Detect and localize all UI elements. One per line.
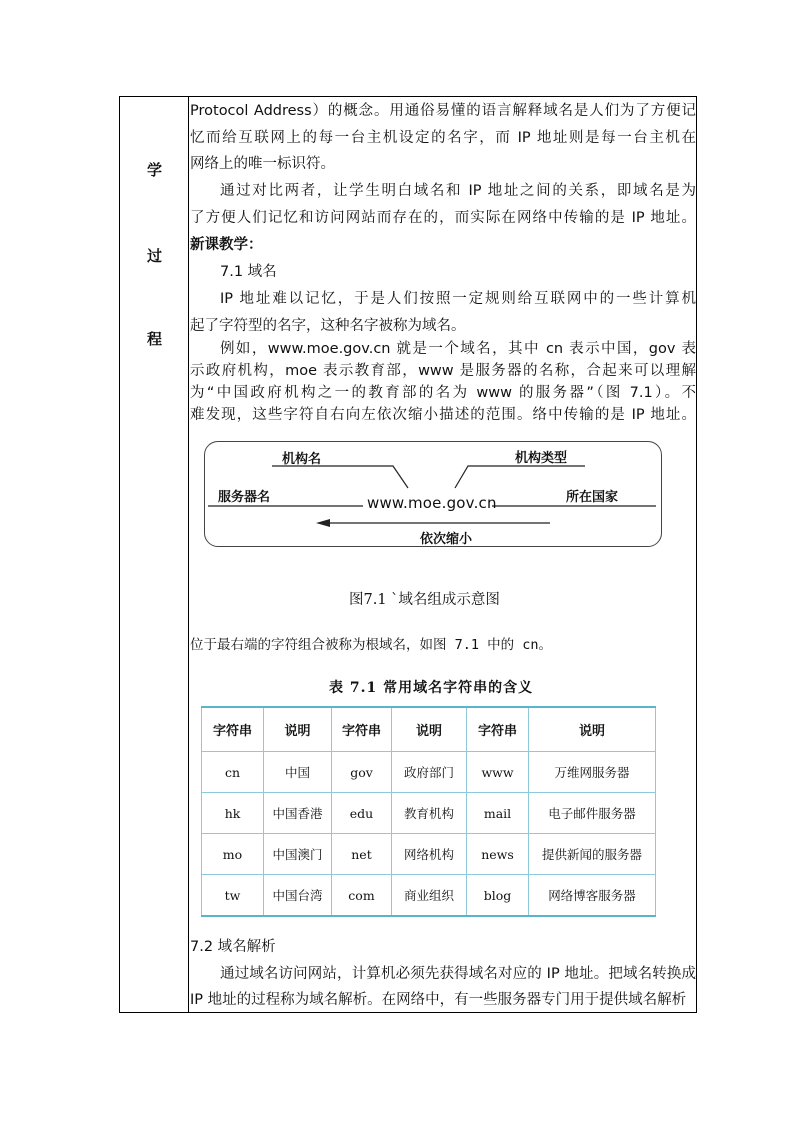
subsection-heading: 7.1 域名: [220, 264, 277, 280]
table-cell: 中国台湾: [264, 875, 332, 917]
table-cell: 政府部门: [392, 752, 467, 793]
table-header-row: [202, 707, 656, 752]
table-cell: 提供新闻的服务器: [529, 834, 656, 875]
org-name-pointer: [272, 466, 408, 488]
paragraph-line: 通过域名访问网站，计算机必须先获得域名对应的 IP 地址。把域名转换成: [220, 966, 696, 982]
side-label-xue: 学: [146, 161, 162, 179]
paragraph-line: 网络上的唯一标识符。: [190, 156, 335, 172]
paragraph-line: 忆而给互联网上的每一台主机设定的名字，而 IP 地址则是每一台主机在: [190, 130, 696, 146]
table-cell: 商业组织: [392, 875, 467, 917]
table-title: 表 7.1 常用域名字符串的含义: [329, 680, 534, 696]
table-cell: tw: [202, 875, 264, 917]
table-cell: www: [467, 752, 529, 793]
table-cell: 中国: [264, 752, 332, 793]
table-cell: 网络机构: [392, 834, 467, 875]
paragraph-line: 通过对比两者，让学生明白域名和 IP 地址之间的关系，即域名是为: [220, 183, 696, 199]
root-domain-note: 位于最右端的字符组合被称为根域名，如图 7.1 中的 cn。: [190, 637, 553, 653]
label-org-name: 机构名: [282, 452, 322, 467]
section-heading: 新课教学：: [190, 237, 263, 253]
header-cell: 说明: [264, 707, 332, 752]
domain-example: www.moe.gov.cn: [367, 494, 497, 512]
table-cell: net: [332, 834, 392, 875]
table-row: [202, 875, 656, 917]
label-org-type: 机构类型: [515, 451, 568, 466]
paragraph-line: 了方便人们记忆和访问网站而存在的，而实际在网络中传输的是 IP 地址。: [190, 210, 696, 226]
table-cell: news: [467, 834, 529, 875]
table-cell: mail: [467, 793, 529, 834]
header-cell: 字符串: [202, 707, 264, 752]
table-cell: 网络博客服务器: [529, 875, 656, 917]
header-cell: 字符串: [467, 707, 529, 752]
figure-caption: 图7.1 `域名组成示意图: [349, 592, 500, 608]
table-row: [202, 793, 656, 834]
label-shrink: 依次缩小: [420, 532, 473, 547]
label-server-name: 服务器名: [218, 490, 271, 505]
table-cell: mo: [202, 834, 264, 875]
table-cell: 教育机构: [392, 793, 467, 834]
table-cell: com: [332, 875, 392, 917]
paragraph-line: 示政府机构，moe 表示教育部，www 是服务器的名称，合起来可以理解: [190, 363, 696, 379]
org-type-pointer: [455, 466, 585, 488]
header-cell: 说明: [529, 707, 656, 752]
table-row: [202, 834, 656, 875]
shrink-arrow-head: [316, 519, 330, 527]
table-cell: hk: [202, 793, 264, 834]
domain-string-table: [201, 706, 656, 917]
table-cell: edu: [332, 793, 392, 834]
subsection-heading-72: 7.2 域名解析: [190, 939, 276, 955]
header-cell: 字符串: [332, 707, 392, 752]
table-cell: cn: [202, 752, 264, 793]
table-cell: 中国香港: [264, 793, 332, 834]
table-cell: blog: [467, 875, 529, 917]
table-cell: 万维网服务器: [529, 752, 656, 793]
table-cell: gov: [332, 752, 392, 793]
side-label-guo: 过: [146, 247, 162, 265]
table-cell: 电子邮件服务器: [529, 793, 656, 834]
paragraph-line: 为“中国政府机构之一的教育部的名为 www 的服务器”（图 7.1）。不: [190, 385, 696, 401]
side-label-cheng: 程: [146, 330, 162, 348]
paragraph-line: 例如，www.moe.gov.cn 就是一个域名，其中 cn 表示中国，gov 表: [220, 341, 696, 357]
paragraph-line: 起了字符型的名字，这种名字被称为域名。: [190, 318, 466, 334]
paragraph-line: 难发现，这些字符自右向左依次缩小描述的范围。络中传输的是 IP 地址。: [190, 407, 696, 423]
paragraph-line: IP 地址难以记忆，于是人们按照一定规则给互联网中的一些计算机: [220, 291, 696, 307]
table-cell: 中国澳门: [264, 834, 332, 875]
paragraph-line: IP 地址的过程称为域名解析。在网络中，有一些服务器专门用于提供域名解析: [190, 992, 687, 1008]
header-cell: 说明: [392, 707, 467, 752]
table-row: [202, 752, 656, 793]
paragraph-line: Protocol Address）的概念。用通俗易懂的语言解释域名是人们为了方便记: [190, 103, 696, 119]
label-country: 所在国家: [566, 490, 619, 505]
